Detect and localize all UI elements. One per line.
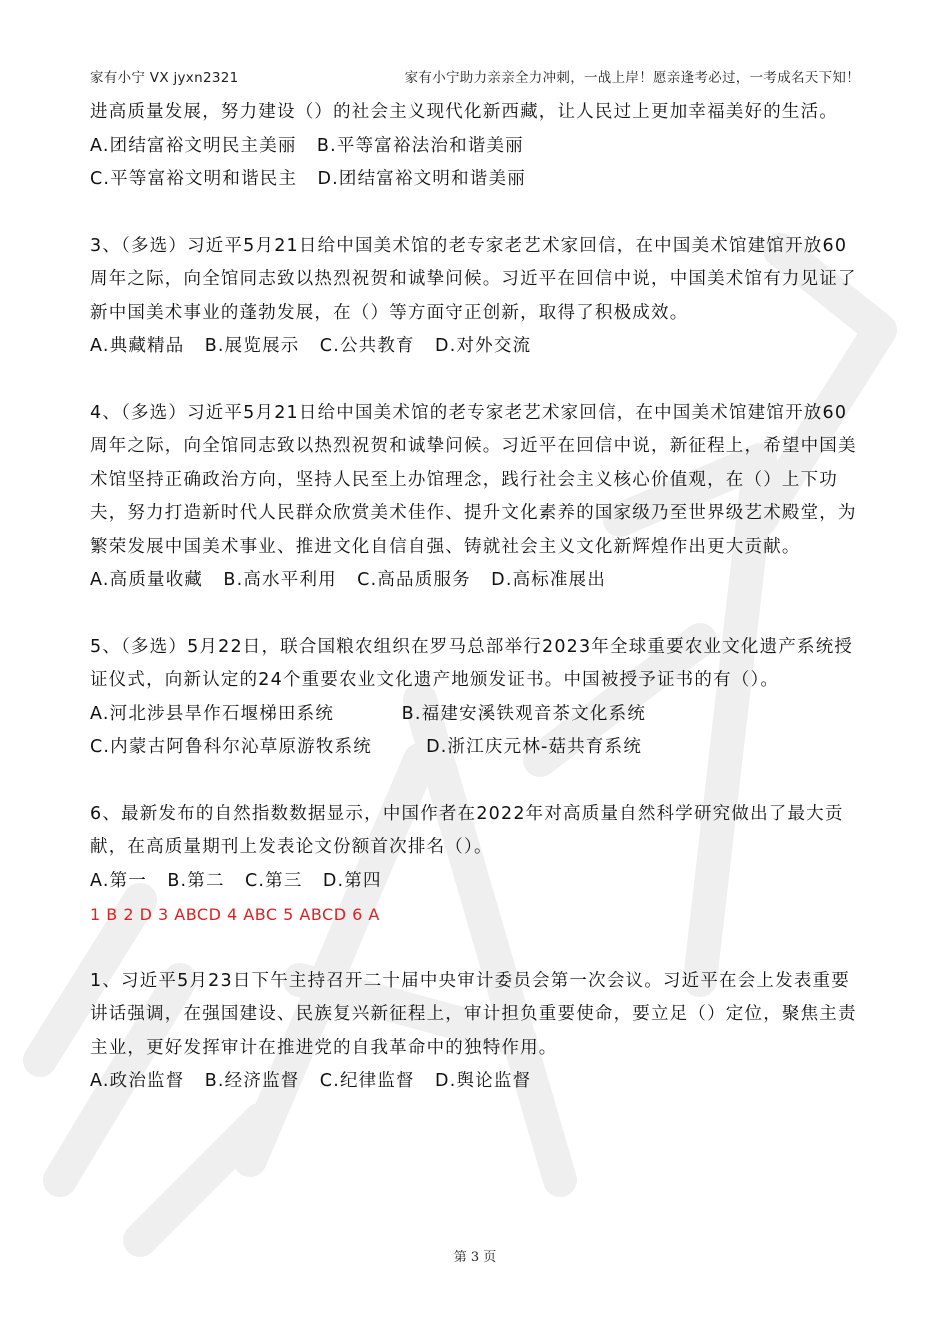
question-stem: 1、习近平5月23日下午主持召开二十届中央审计委员会第一次会议。习近平在会上发表重要讲话强调，在强国建设、民族复兴新征程上，审计担负重要使命，要立足（）定位，聚焦主责主业，更好发挥审计在推进党的自我革命中的独特作用。 — [90, 970, 857, 1058]
question-options: C.内蒙古阿鲁科尔沁草原游牧系统 D.浙江庆元林-菇共育系统 — [90, 737, 643, 757]
question-options: A.典藏精品 B.展览展示 C.公共教育 D.对外交流 — [90, 336, 532, 356]
question-4 — [90, 397, 860, 598]
header-left-text: 家有小宁 VX jyxn2321 — [90, 70, 239, 86]
question-options: A.河北涉县旱作石堰梯田系统 B.福建安溪铁观音茶文化系统 — [90, 703, 647, 724]
question-options: A.高质量收藏 B.高水平利用 C.高品质服务 D.高标准展出 — [90, 570, 607, 590]
page-content — [90, 96, 860, 1099]
question-options: A.第一 B.第二 C.第三 D.第四 — [90, 870, 382, 891]
question-stem: 3、（多选）习近平5月21日给中国美术馆的老专家老艺术家回信，在中国美术馆建馆开放60周年之际，向全馆同志致以热烈祝贺和诚挚问候。习近平在回信中说，中国美术馆有力见证了新中国美术事业的蓬勃发展，在（）等方面守正创新，取得了积极成效。 — [90, 235, 857, 323]
question-stem: 5、（多选）5月22日，联合国粮农组织在罗马总部举行2023年全球重要农业文化遗产系统授证仪式，向新认定的24个重要农业文化遗产地颁发证书。中国被授予证书的有（）。 — [90, 636, 854, 690]
page-number: 第 3 页 — [453, 1250, 497, 1265]
page-header — [90, 66, 860, 90]
question-prev — [90, 96, 860, 197]
header-right-text: 家有小宁助力亲亲全力冲刺，一战上岸！愿亲逢考必过，一考成名天下知！ — [404, 70, 860, 86]
question-5 — [90, 631, 860, 765]
question-6 — [90, 798, 860, 899]
question-options: C.平等富裕文明和谐民主 D.团结富裕文明和谐美丽 — [90, 169, 526, 189]
question-options: A.团结富裕文明民主美丽 B.平等富裕法治和谐美丽 — [90, 135, 524, 156]
question-stem: 进高质量发展，努力建设（）的社会主义现代化新西藏，让人民过上更加幸福美好的生活。 — [90, 102, 838, 122]
question-stem: 6、最新发布的自然指数数据显示，中国作者在2022年对高质量自然科学研究做出了最大贡献，在高质量期刊上发表论文份额首次排名（）。 — [90, 803, 844, 857]
question-3 — [90, 230, 860, 364]
answer-key: 1 B 2 D 3 ABCD 4 ABC 5 ABCD 6 A — [90, 905, 380, 924]
question-next-1 — [90, 965, 860, 1099]
question-options: A.政治监督 B.经济监督 C.纪律监督 D.舆论监督 — [90, 1071, 532, 1091]
question-stem: 4、（多选）习近平5月21日给中国美术馆的老专家老艺术家回信，在中国美术馆建馆开放60周年之际，向全馆同志致以热烈祝贺和诚挚问候。习近平在回信中说，新征程上，希望中国美术馆坚持正确政治方向，坚持人民至上办馆理念，践行社会主义核心价值观，在（）上下功夫，努力打造新时代人民群众欣赏美术佳作、提升文化素养的国家级乃至世界级艺术殿堂，为繁荣发展中国美术事业、推进文化自信自强、铸就社会主义文化新辉煌作出更大贡献。 — [90, 402, 857, 557]
